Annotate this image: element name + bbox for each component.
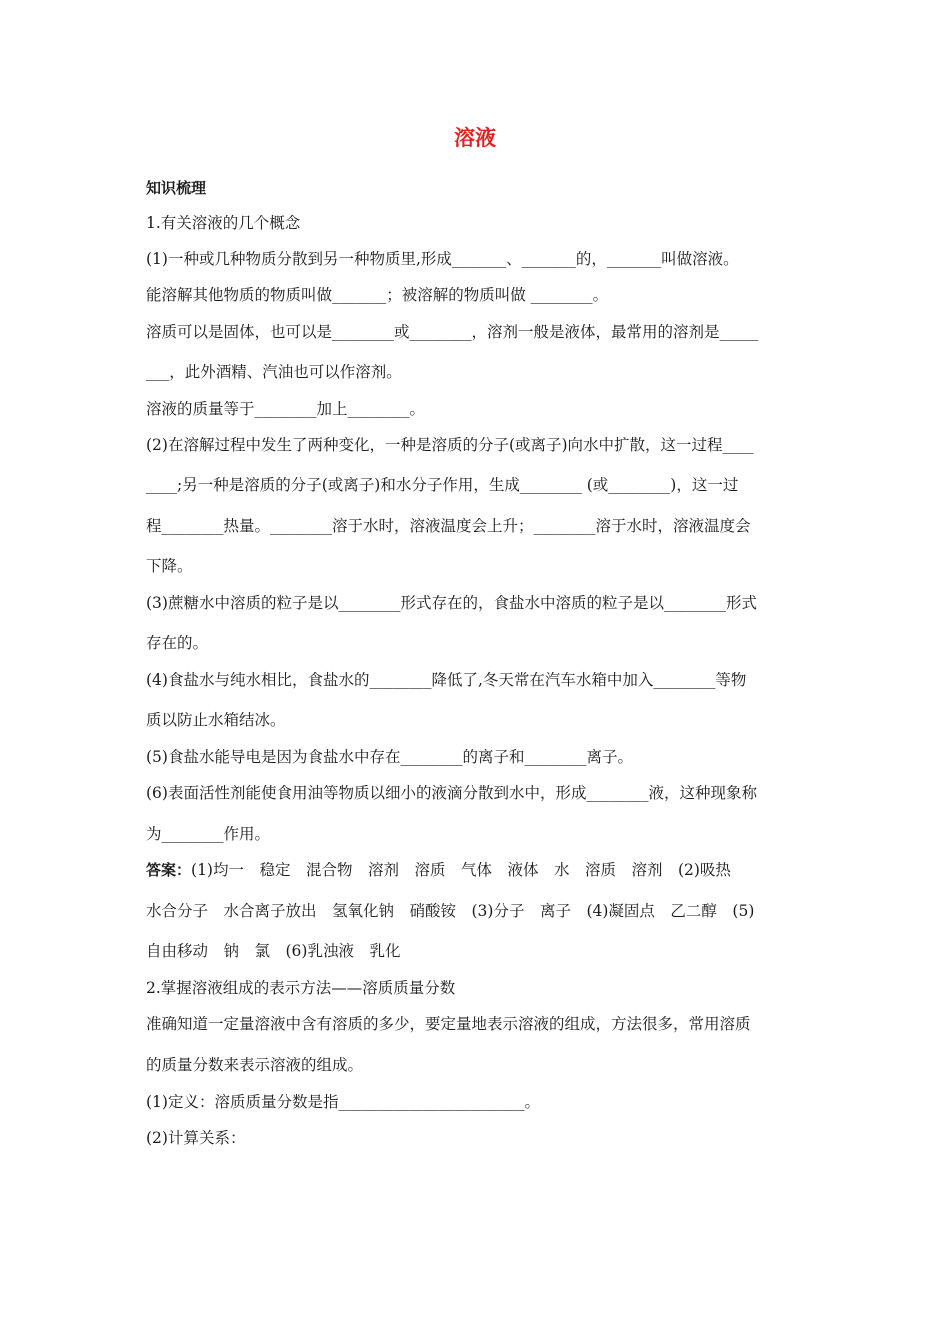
answer-line: 自由移动 钠 氯 (6)乳浊液 乳化 bbox=[146, 942, 401, 960]
text-line: 为________作用。 bbox=[146, 825, 271, 843]
text-line: (2)在溶解过程中发生了两种变化，一种是溶质的分子(或离子)向水中扩散，这一过程____ bbox=[146, 436, 754, 454]
text-line: (2)计算关系： bbox=[146, 1129, 246, 1147]
text-line: ___，此外酒精、汽油也可以作溶剂。 bbox=[146, 363, 402, 381]
section-heading: 知识梳理 bbox=[146, 179, 207, 197]
text-line: (1)一种或几种物质分散到另一种物质里,形成_______、_______的，_______叫做溶液。 bbox=[146, 250, 739, 268]
text-line: 下降。 bbox=[146, 557, 193, 575]
text-line: (6)表面活性剂能使食用油等物质以细小的液滴分散到水中，形成________液，这种现象称 bbox=[146, 784, 757, 802]
answer-line: 水合分子 水合离子放出 氢氧化钠 硝酸铵 (3)分子 离子 (4)凝固点 乙二醇 (5) bbox=[146, 902, 755, 920]
text-line: (5)食盐水能导电是因为食盐水中存在________的离子和________离子。 bbox=[146, 748, 633, 766]
text-line: 溶液的质量等于________加上________。 bbox=[146, 400, 426, 418]
text-line: 存在的。 bbox=[146, 634, 209, 652]
page-title: 溶液 bbox=[454, 126, 496, 150]
text-line: (1)定义：溶质质量分数是指________________________。 bbox=[146, 1093, 540, 1111]
text-line: (4)食盐水与纯水相比，食盐水的________降低了,冬天常在汽车水箱中加入________等物 bbox=[146, 671, 747, 689]
text-line: 能溶解其他物质的物质叫做_______；被溶解的物质叫做 ________。 bbox=[146, 286, 609, 304]
text-line: 质以防止水箱结冰。 bbox=[146, 711, 286, 729]
text-line: (3)蔗糖水中溶质的粒子是以________形式存在的，食盐水中溶质的粒子是以________形式 bbox=[146, 594, 757, 612]
text-line: 程________热量。________溶于水时，溶液温度会上升；________溶于水时，溶液温度会 bbox=[146, 517, 751, 535]
answer-line bbox=[146, 859, 816, 881]
answer-text: (1)均一 稳定 混合物 溶剂 溶质 气体 液体 水 溶质 溶剂 (2)吸热 bbox=[191, 861, 731, 879]
text-line: 的质量分数来表示溶液的组成。 bbox=[146, 1056, 364, 1074]
text-line: 溶质可以是固体，也可以是________或________，溶剂一般是液体，最常用的溶剂是_____ bbox=[146, 323, 759, 341]
text-line: 2.掌握溶液组成的表示方法——溶质质量分数 bbox=[146, 979, 456, 997]
answer-label: 答案： bbox=[146, 861, 192, 879]
text-line: 1.有关溶液的几个概念 bbox=[146, 214, 301, 232]
text-line: 准确知道一定量溶液中含有溶质的多少，要定量地表示溶液的组成，方法很多，常用溶质 bbox=[146, 1015, 751, 1033]
text-line: ____;另一种是溶质的分子(或离子)和水分子作用，生成________ (或________)，这一过 bbox=[146, 476, 739, 494]
